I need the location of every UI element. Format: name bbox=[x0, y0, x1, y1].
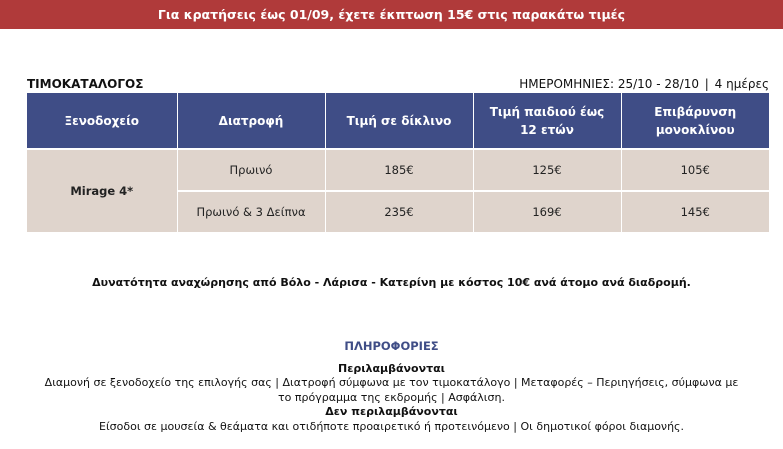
discount-banner: Για κρατήσεις έως 01/09, έχετε έκπτωση 15€ στις παρακάτω τιμές bbox=[0, 0, 783, 29]
child-price-cell: 169€ bbox=[473, 191, 621, 232]
meal-cell: Πρωινό & 3 Δείπνα bbox=[177, 191, 325, 232]
col-header-child-price: Τιμή παιδιού έως 12 ετών bbox=[473, 93, 621, 149]
hotel-name: Mirage 4* bbox=[27, 149, 177, 232]
double-price-cell: 185€ bbox=[325, 149, 473, 191]
pricelist-title: ΤΙΜΟΚΑΤΑΛΟΓΟΣ bbox=[27, 77, 144, 91]
included-text: Διαμονή σε ξενοδοχείο της επιλογής σας | Διατροφή σύμφωνα με τον τιμοκατάλογο | Μεταφορές – Περιηγήσεις, σύμφωνα με το πρόγραμμα της εκδρομής | Ασφάλιση. bbox=[44, 376, 739, 404]
col-header-single-supplement: Επιβάρυνση μονοκλίνου bbox=[621, 93, 769, 149]
col-header-double-price: Τιμή σε δίκλινο bbox=[325, 93, 473, 149]
double-price-cell: 235€ bbox=[325, 191, 473, 232]
dates-separator: | bbox=[704, 77, 709, 91]
included-title: Περιλαμβάνονται bbox=[338, 361, 445, 375]
child-price-cell: 125€ bbox=[473, 149, 621, 191]
dates-info bbox=[517, 77, 769, 91]
info-section bbox=[40, 339, 743, 434]
pricelist-header bbox=[27, 76, 769, 92]
single-supplement-cell: 145€ bbox=[621, 191, 769, 232]
table-header-row bbox=[27, 93, 769, 149]
excluded-title: Δεν περιλαμβάνονται bbox=[325, 405, 458, 418]
info-title: ΠΛΗΡΟΦΟΡΙΕΣ bbox=[344, 339, 439, 353]
price-table bbox=[27, 93, 769, 232]
departure-note: Δυνατότητα αναχώρησης από Βόλο - Λάρισα - Κατερίνη με κόστος 10€ ανά άτομο ανά διαδρομή. bbox=[92, 276, 691, 289]
col-header-meal: Διατροφή bbox=[177, 93, 325, 149]
dates-label: ΗΜΕΡΟΜΗΝΙΕΣ: 25/10 - 28/10 bbox=[519, 77, 699, 91]
col-header-hotel: Ξενοδοχείο bbox=[27, 93, 177, 149]
excluded-text: Είσοδοι σε μουσεία & θεάματα και οτιδήποτε προαιρετικό ή προτεινόμενο | Οι δημοτικοί φόροι διαμονής. bbox=[99, 419, 684, 433]
single-supplement-cell: 105€ bbox=[621, 149, 769, 191]
table-row bbox=[27, 149, 769, 191]
meal-cell: Πρωινό bbox=[177, 149, 325, 191]
days-count: 4 ημέρες bbox=[714, 77, 769, 91]
